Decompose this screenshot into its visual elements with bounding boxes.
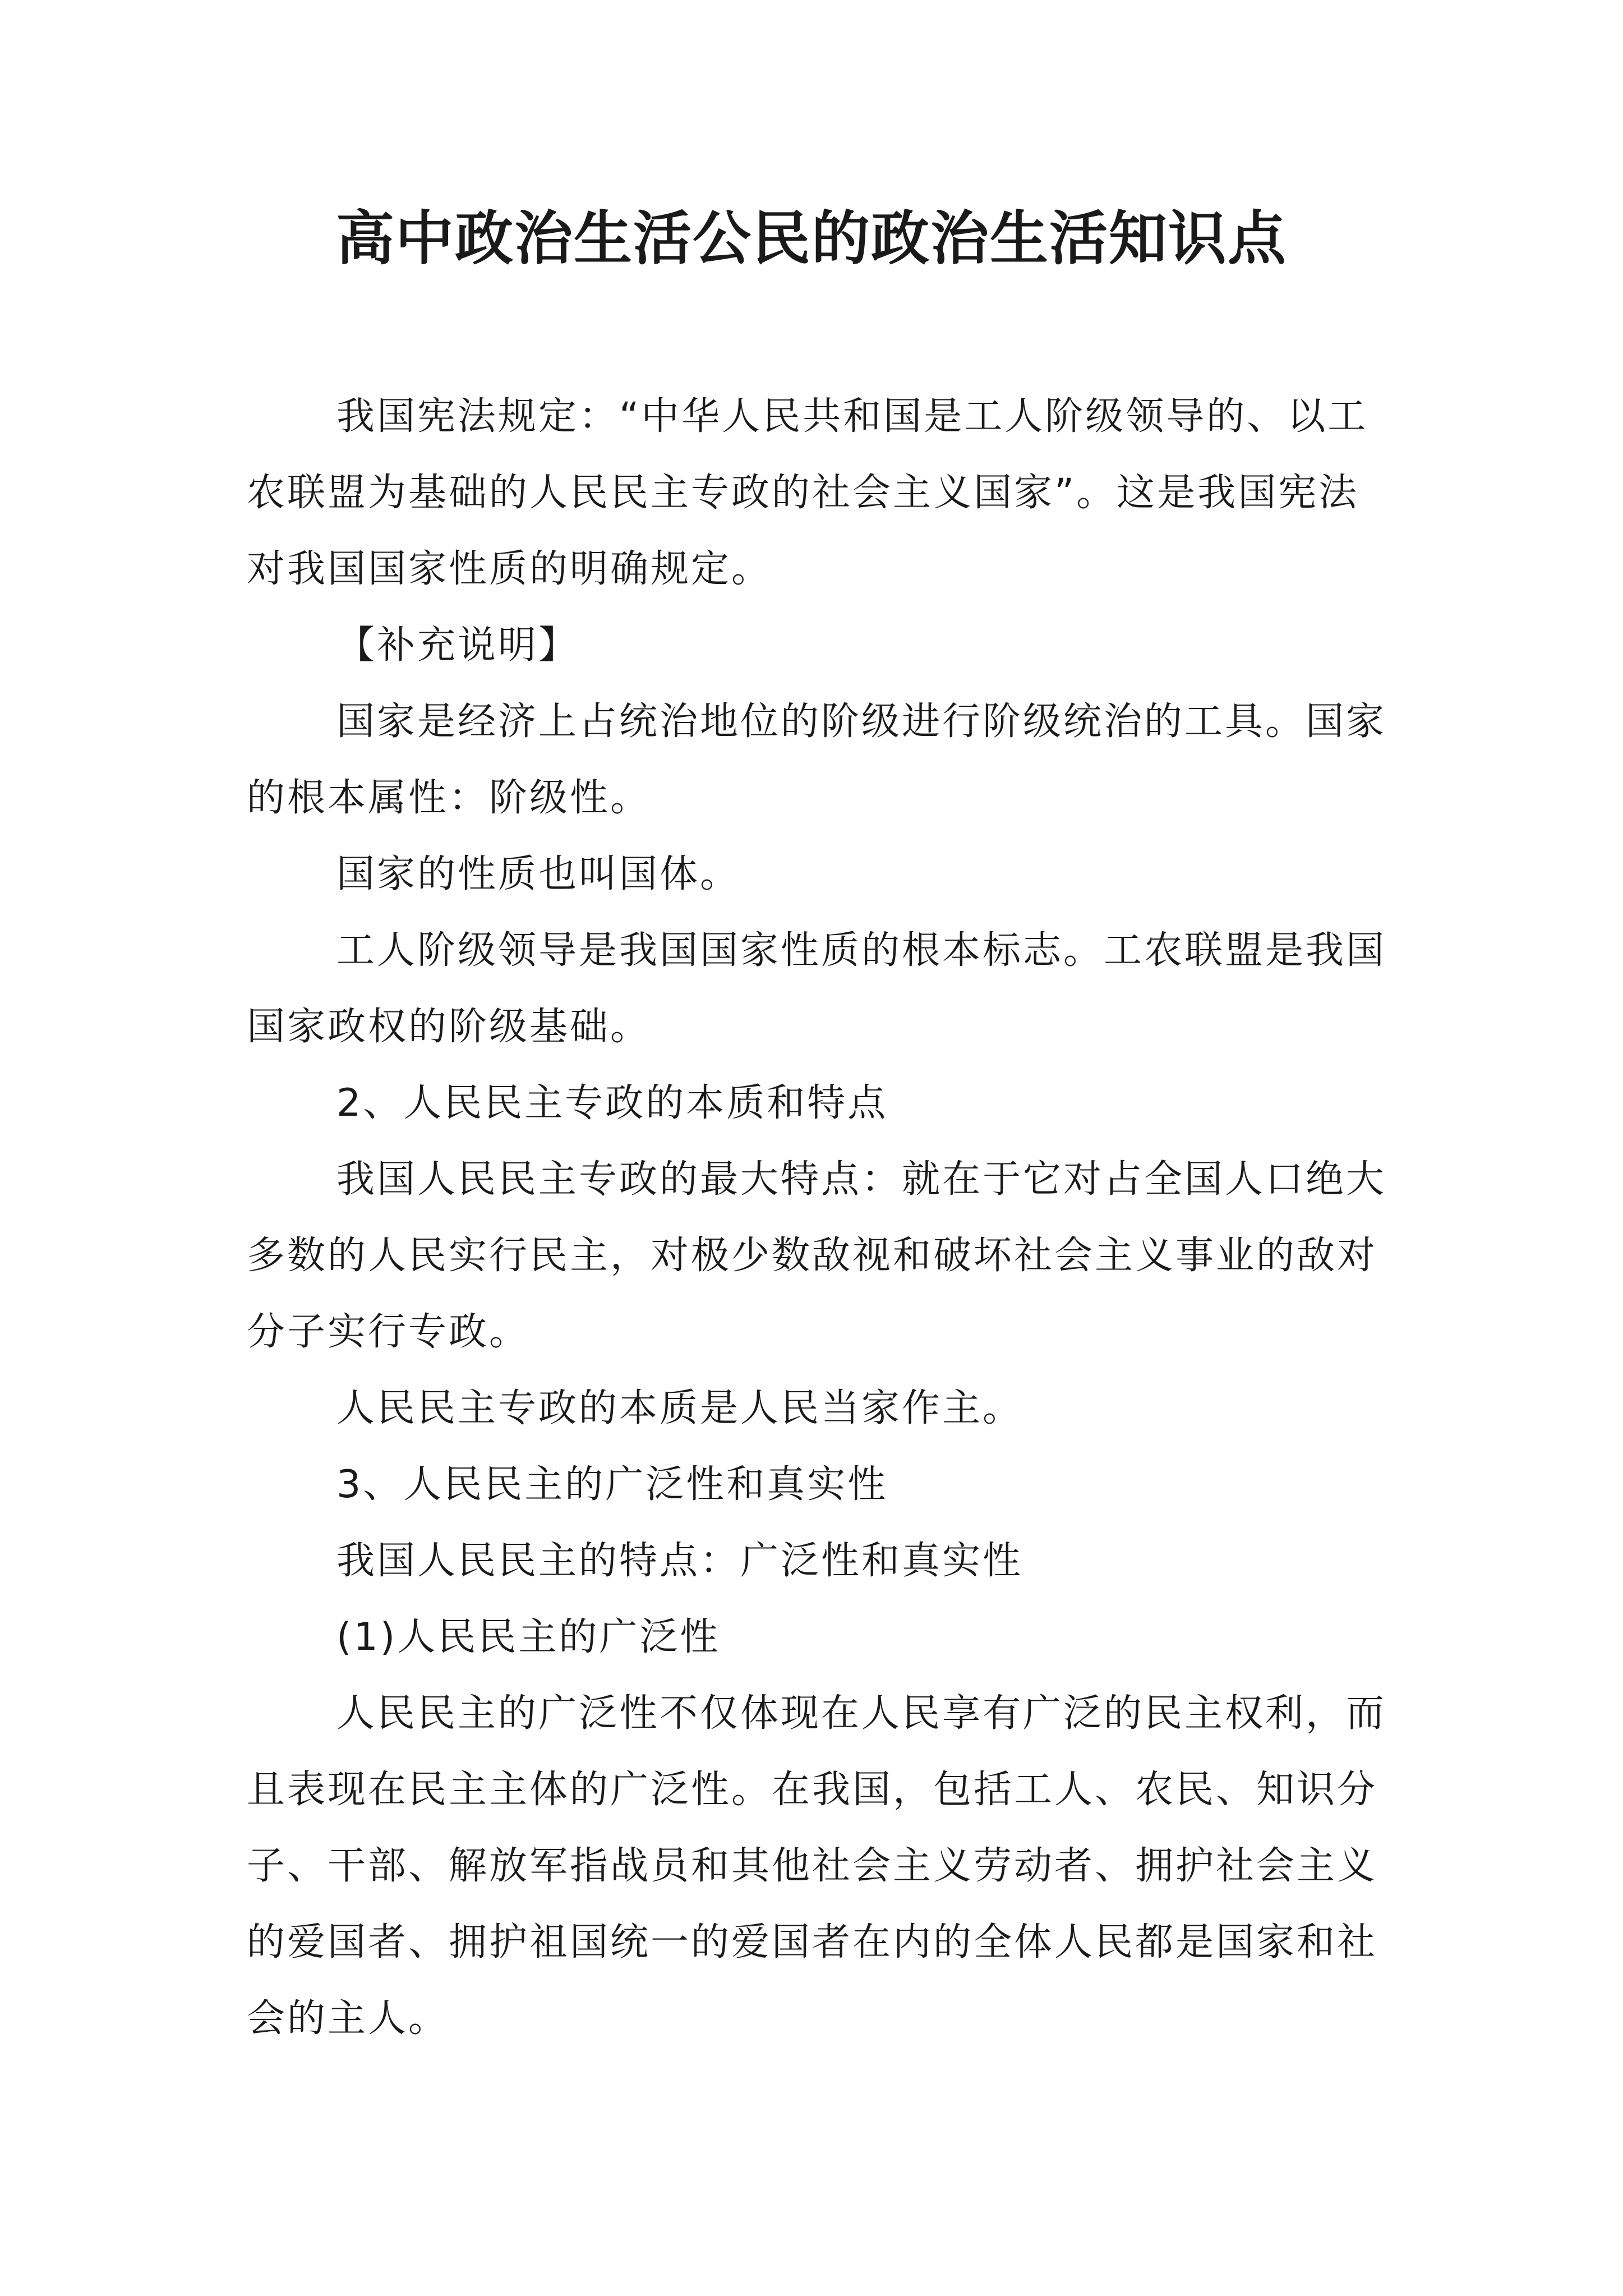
paragraph-democracy-features: 我国人民民主的特点：广泛性和真实性 bbox=[336, 1539, 1023, 1583]
paragraph-constitution: 我国宪法规定：“中华人民共和国是工人阶级领导的、以工农联盟为基础的人民民主专政的社会主义国家”。这是我国宪法对我国国家性质的明确规定。 bbox=[247, 394, 1368, 591]
section-heading-3: 3、人民民主的广泛性和真实性 bbox=[336, 1462, 888, 1507]
paragraph-biggest-feature: 我国人民民主专政的最大特点：就在于它对占全国人口绝大多数的人民实行民主，对极少数敌视和破坏社会主义事业的敌对分子实行专政。 bbox=[247, 1157, 1387, 1354]
subsection-heading-1: (1)人民民主的广泛性 bbox=[336, 1615, 721, 1659]
document-title: 高中政治生活公民的政治生活知识点 bbox=[335, 204, 1287, 273]
paragraph-working-class: 工人阶级领导是我国国家性质的根本标志。工农联盟是我国国家政权的阶级基础。 bbox=[247, 928, 1387, 1049]
paragraph-breadth: 人民民主的广泛性不仅体现在人民享有广泛的民主权利，而且表现在民主主体的广泛性。在我国，包括工人、农民、知识分子、干部、解放军指战员和其他社会主义劳动者、拥护社会主义的爱国者、拥护祖国统一的爱国者在内的全体人民都是国家和社会的主人。 bbox=[247, 1691, 1387, 2041]
paragraph-state-definition: 国家是经济上占统治地位的阶级进行阶级统治的工具。国家的根本属性：阶级性。 bbox=[247, 700, 1387, 820]
section-heading-2: 2、人民民主专政的本质和特点 bbox=[336, 1081, 888, 1125]
paragraph-supplement-heading: 【补充说明】 bbox=[336, 623, 579, 668]
paragraph-state-nature: 国家的性质也叫国体。 bbox=[336, 852, 741, 896]
document-body bbox=[247, 379, 1396, 2057]
paragraph-essence: 人民民主专政的本质是人民当家作主。 bbox=[336, 1386, 1023, 1430]
